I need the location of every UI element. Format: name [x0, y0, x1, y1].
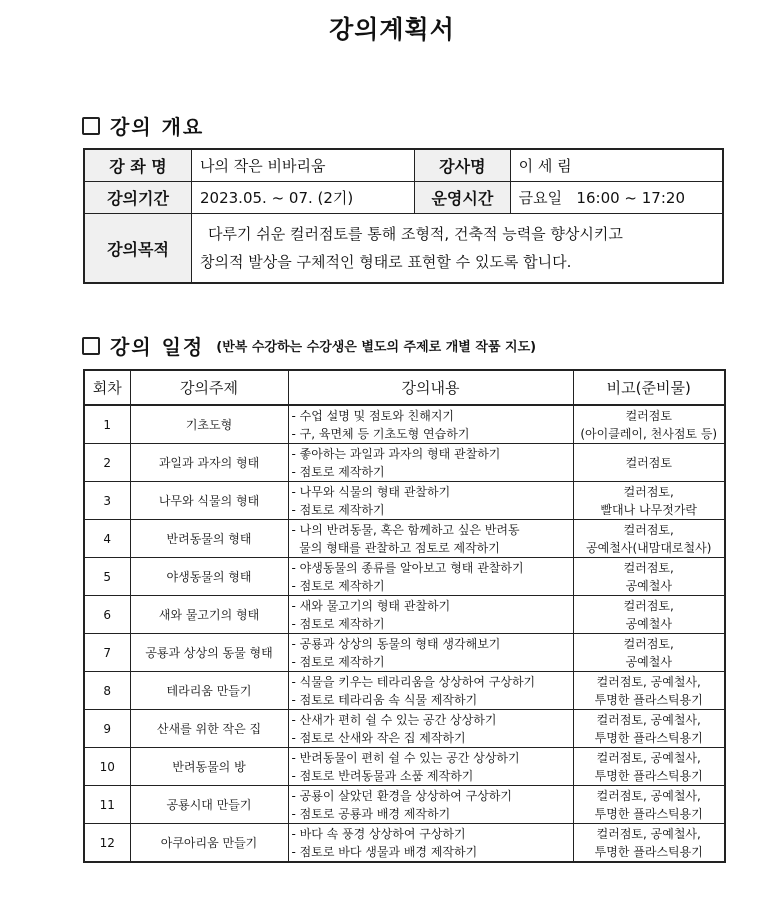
row-materials — [573, 824, 725, 863]
materials-line: 공예철사 — [625, 578, 672, 593]
row-number: 8 — [84, 672, 130, 710]
row-materials — [573, 710, 725, 748]
content-line: - 야생동물의 종류를 알아보고 형태 관찰하기 — [291, 560, 524, 575]
row-materials — [573, 596, 725, 634]
schedule-note: (반복 수강하는 수강생은 별도의 주제로 개별 작품 지도) — [216, 340, 537, 355]
purpose-value — [192, 214, 724, 284]
row-materials — [573, 405, 725, 444]
materials-line: 컬러점토, — [623, 522, 674, 537]
row-content — [288, 824, 573, 863]
table-row — [84, 748, 725, 786]
period-value: 2023.05. ~ 07. (2기) — [192, 182, 415, 214]
materials-line: 투명한 플라스틱용기 — [594, 768, 703, 783]
content-line: - 점토로 제작하기 — [291, 616, 385, 631]
row-topic: 반려동물의 방 — [130, 748, 288, 786]
instructor-value: 이 세 림 — [510, 149, 723, 182]
purpose-label: 강의목적 — [84, 214, 192, 284]
overview-heading-text: 강의 개요 — [110, 115, 205, 139]
header-topic: 강의주제 — [130, 370, 288, 405]
row-topic: 산새를 위한 작은 집 — [130, 710, 288, 748]
materials-line: 투명한 플라스틱용기 — [594, 730, 703, 745]
time-label: 운영시간 — [415, 182, 511, 214]
row-number: 6 — [84, 596, 130, 634]
checkbox-square-icon — [82, 117, 100, 135]
content-line: - 공룡과 상상의 동물의 형태 생각해보기 — [291, 636, 501, 651]
content-line: - 나무와 식물의 형태 관찰하기 — [291, 484, 451, 499]
content-line: - 새와 물고기의 형태 관찰하기 — [291, 598, 451, 613]
content-line: - 반려동물이 편히 쉴 수 있는 공간 상상하기 — [291, 750, 520, 765]
row-number: 4 — [84, 520, 130, 558]
materials-line: 공예철사 — [625, 654, 672, 669]
materials-line: 공예철사(내맘대로철사) — [586, 540, 712, 555]
content-line: - 바다 속 풍경 상상하여 구상하기 — [291, 826, 466, 841]
content-line: - 점토로 바다 생물과 배경 제작하기 — [291, 844, 478, 859]
content-line: - 식물을 키우는 테라리움을 상상하여 구상하기 — [291, 674, 536, 689]
row-content — [288, 596, 573, 634]
checkbox-square-icon — [82, 337, 100, 355]
content-line: - 점토로 테라리움 속 식물 제작하기 — [291, 692, 478, 707]
table-row — [84, 824, 725, 863]
table-row — [84, 710, 725, 748]
table-row — [84, 558, 725, 596]
row-materials — [573, 444, 725, 482]
row-content — [288, 710, 573, 748]
row-materials — [573, 520, 725, 558]
row-materials — [573, 786, 725, 824]
row-topic: 아쿠아리움 만들기 — [130, 824, 288, 863]
content-line: - 점토로 제작하기 — [291, 654, 385, 669]
row-content — [288, 482, 573, 520]
row-content — [288, 634, 573, 672]
header-no: 회차 — [84, 370, 130, 405]
overview-row-purpose — [84, 214, 723, 284]
row-topic: 공룡과 상상의 동물 형태 — [130, 634, 288, 672]
row-number: 11 — [84, 786, 130, 824]
content-line: - 점토로 제작하기 — [291, 464, 385, 479]
schedule-heading — [82, 331, 536, 360]
table-row — [84, 520, 725, 558]
document-title: 강의계획서 — [329, 15, 455, 44]
materials-line: 컬러점토, 공예철사, — [596, 750, 701, 765]
row-number: 7 — [84, 634, 130, 672]
content-line: - 나의 반려동물, 혹은 함께하고 싶은 반려동 — [291, 522, 520, 537]
materials-line: 공예철사 — [625, 616, 672, 631]
row-topic: 테라리움 만들기 — [130, 672, 288, 710]
header-content: 강의내용 — [288, 370, 573, 405]
row-materials — [573, 482, 725, 520]
period-label: 강의기간 — [84, 182, 192, 214]
schedule-header-row — [84, 370, 725, 405]
row-content — [288, 748, 573, 786]
content-line: 물의 형태를 관찰하고 점토로 제작하기 — [291, 540, 500, 555]
materials-line: 투명한 플라스틱용기 — [594, 692, 703, 707]
content-line: - 공룡이 살았던 환경을 상상하여 구상하기 — [291, 788, 512, 803]
purpose-line-2: 창의적 발상을 구체적인 형태로 표현할 수 있도록 합니다. — [200, 253, 572, 271]
materials-line: (아이클레이, 천사점토 등) — [580, 426, 718, 441]
content-line: - 점토로 공룡과 배경 제작하기 — [291, 806, 451, 821]
overview-table — [83, 148, 724, 284]
row-topic: 공룡시대 만들기 — [130, 786, 288, 824]
content-line: - 수업 설명 및 점토와 친해지기 — [291, 408, 455, 423]
row-topic: 야생동물의 형태 — [130, 558, 288, 596]
content-line: - 점토로 제작하기 — [291, 502, 385, 517]
content-line: - 좋아하는 과일과 과자의 형태 관찰하기 — [291, 446, 501, 461]
row-content — [288, 558, 573, 596]
row-number: 5 — [84, 558, 130, 596]
materials-line: 투명한 플라스틱용기 — [594, 806, 703, 821]
row-materials — [573, 672, 725, 710]
materials-line: 컬러점토 — [625, 455, 672, 470]
course-value: 나의 작은 비바리움 — [192, 149, 415, 182]
row-topic: 반려동물의 형태 — [130, 520, 288, 558]
row-number: 12 — [84, 824, 130, 863]
table-row — [84, 672, 725, 710]
row-content — [288, 786, 573, 824]
row-topic: 과일과 과자의 형태 — [130, 444, 288, 482]
schedule-heading-text: 강의 일정 — [110, 335, 205, 359]
row-number: 1 — [84, 405, 130, 444]
instructor-label: 강사명 — [415, 149, 511, 182]
row-topic: 나무와 식물의 형태 — [130, 482, 288, 520]
overview-row-period — [84, 182, 723, 214]
course-label: 강 좌 명 — [84, 149, 192, 182]
content-line: - 점토로 제작하기 — [291, 578, 385, 593]
table-row — [84, 634, 725, 672]
content-line: - 점토로 산새와 작은 집 제작하기 — [291, 730, 466, 745]
overview-heading — [82, 111, 204, 140]
row-number: 10 — [84, 748, 130, 786]
time-value: 금요일 16:00 ~ 17:20 — [510, 182, 723, 214]
content-line: - 점토로 반려동물과 소품 제작하기 — [291, 768, 474, 783]
row-number: 3 — [84, 482, 130, 520]
materials-line: 컬러점토, 공예철사, — [596, 826, 701, 841]
row-content — [288, 672, 573, 710]
row-content — [288, 405, 573, 444]
row-topic: 기초도형 — [130, 405, 288, 444]
row-materials — [573, 558, 725, 596]
header-note: 비고(준비물) — [573, 370, 725, 405]
row-content — [288, 444, 573, 482]
table-row — [84, 786, 725, 824]
schedule-table — [83, 369, 726, 863]
row-topic: 새와 물고기의 형태 — [130, 596, 288, 634]
table-row — [84, 596, 725, 634]
row-materials — [573, 634, 725, 672]
row-number: 2 — [84, 444, 130, 482]
materials-line: 컬러점토, 공예철사, — [596, 788, 701, 803]
materials-line: 컬러점토, — [623, 484, 674, 499]
row-number: 9 — [84, 710, 130, 748]
table-row — [84, 405, 725, 444]
materials-line: 컬러점토, 공예철사, — [596, 674, 701, 689]
row-content — [288, 520, 573, 558]
materials-line: 빨대나 나무젓가락 — [600, 502, 698, 517]
materials-line: 컬러점토, — [623, 598, 674, 613]
purpose-line-1: 다루기 쉬운 컬러점토를 통해 조형적, 건축적 능력을 향상시키고 — [208, 225, 623, 243]
schedule-body — [84, 405, 725, 862]
materials-line: 컬러점토, — [623, 560, 674, 575]
content-line: - 산새가 편히 쉴 수 있는 공간 상상하기 — [291, 712, 497, 727]
materials-line: 컬러점토, — [623, 636, 674, 651]
materials-line: 투명한 플라스틱용기 — [594, 844, 703, 859]
materials-line: 컬러점토 — [625, 408, 672, 423]
table-row — [84, 482, 725, 520]
row-materials — [573, 748, 725, 786]
materials-line: 컬러점토, 공예철사, — [596, 712, 701, 727]
overview-row-course — [84, 149, 723, 182]
table-row — [84, 444, 725, 482]
content-line: - 구, 육면체 등 기초도형 연습하기 — [291, 426, 470, 441]
